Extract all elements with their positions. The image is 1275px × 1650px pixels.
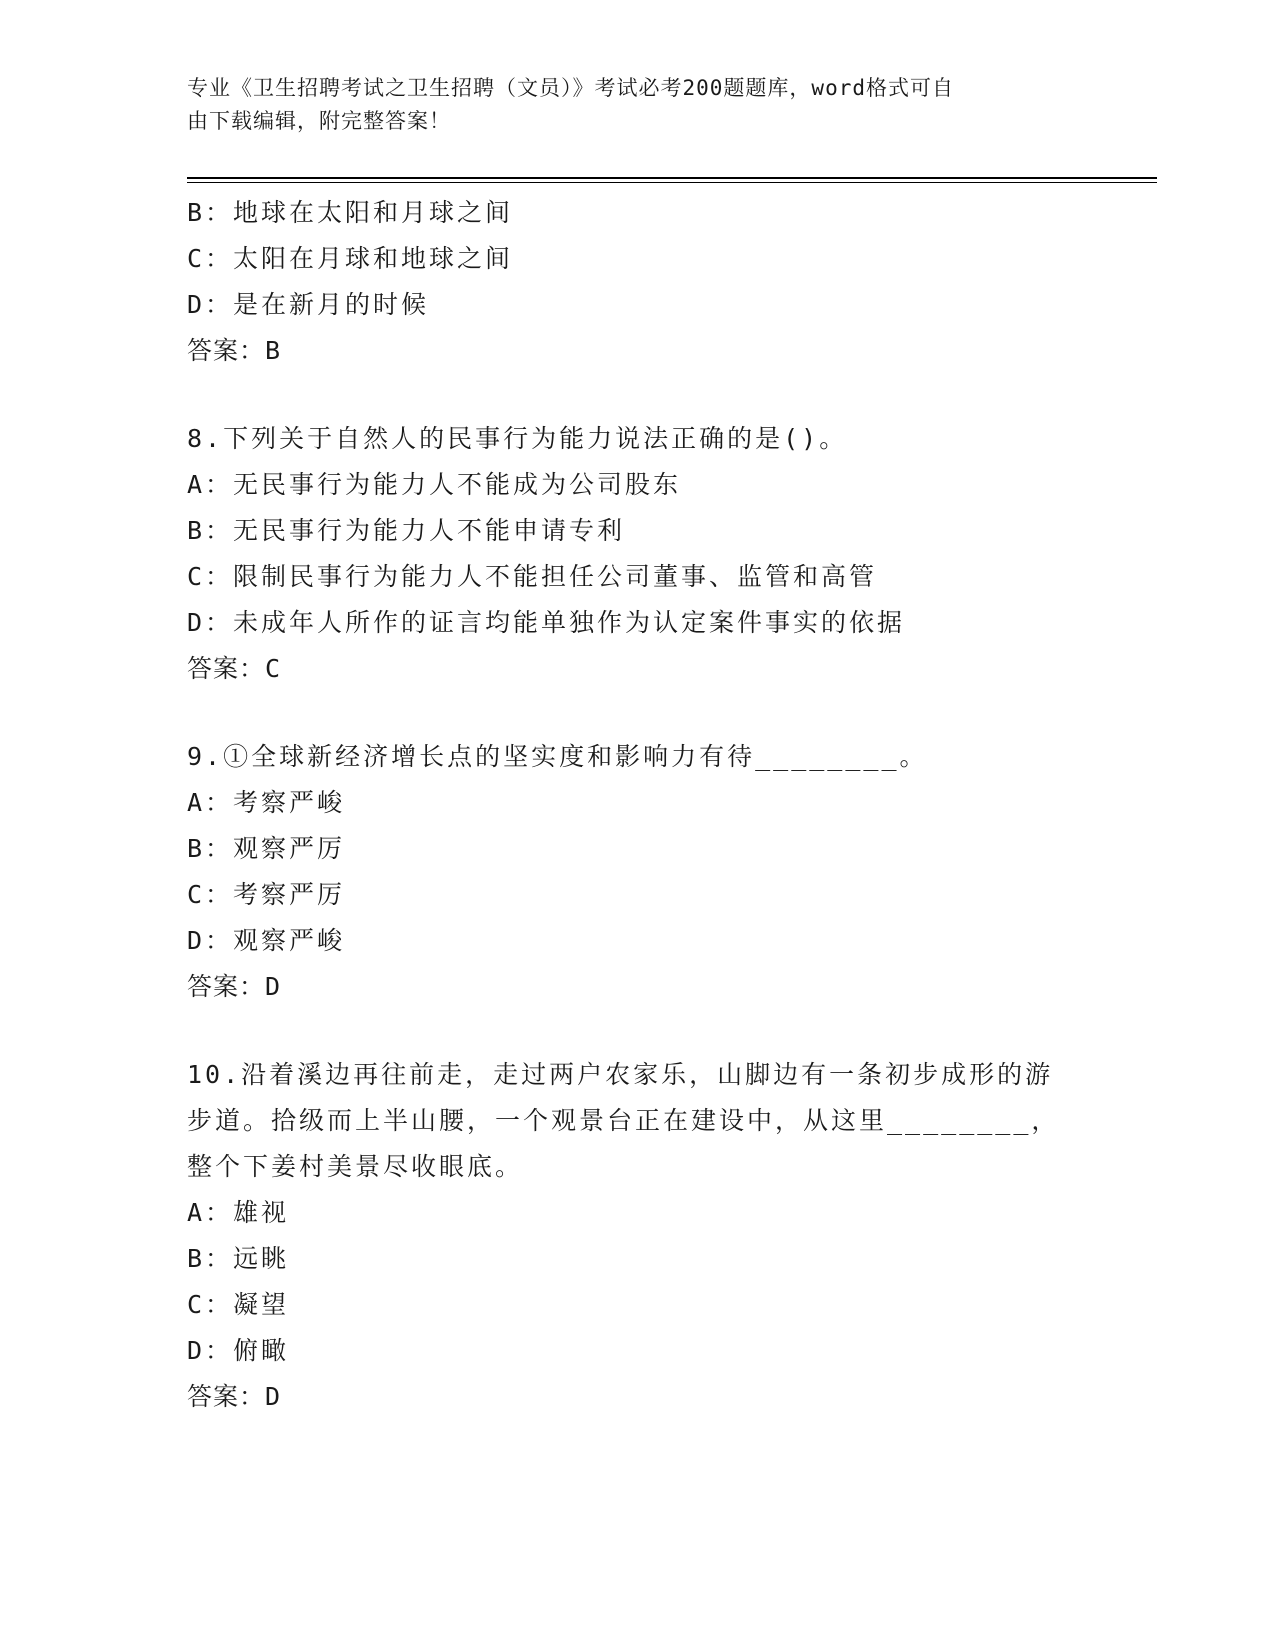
option-a: A：雄视 — [187, 1198, 290, 1227]
option-a: A：无民事行为能力人不能成为公司股东 — [187, 470, 682, 499]
answer-line — [187, 646, 1087, 692]
document-body — [187, 190, 1087, 1420]
question-stem-line-2: 步道。拾级而上半山腰，一个观景台正在建设中，从这里________， — [187, 1106, 1060, 1135]
question-block-10 — [187, 1052, 1087, 1420]
question-block-8 — [187, 416, 1087, 692]
option-b: B：地球在太阳和月球之间 — [187, 198, 514, 227]
option-d: D：未成年人所作的证言均能单独作为认定案件事实的依据 — [187, 608, 906, 637]
question-stem-line-1: 10.沿着溪边再往前走，走过两户农家乐，山脚边有一条初步成形的游 — [187, 1060, 1054, 1089]
document-header — [187, 72, 1087, 138]
answer-label: 答案： — [187, 1382, 266, 1411]
option-b: B：远眺 — [187, 1244, 290, 1273]
answer-value: D — [265, 972, 282, 1001]
option-c: C：限制民事行为能力人不能担任公司董事、监管和高管 — [187, 562, 878, 591]
question-block-9 — [187, 734, 1087, 1010]
answer-line — [187, 964, 1087, 1010]
option-a: A：考察严峻 — [187, 788, 346, 817]
option-d: D：是在新月的时候 — [187, 290, 430, 319]
answer-line — [187, 1374, 1087, 1420]
question-block-partial — [187, 190, 1087, 374]
spacer — [187, 692, 1087, 734]
option-c: C：太阳在月球和地球之间 — [187, 244, 514, 273]
header-divider-thin — [187, 182, 1157, 183]
answer-label: 答案： — [187, 654, 266, 683]
question-stem-line-3: 整个下姜村美景尽收眼底。 — [187, 1152, 524, 1181]
header-divider-thick — [187, 177, 1157, 179]
header-line-1: 专业《卫生招聘考试之卫生招聘（文员）》考试必考200题题库，word格式可自 — [187, 76, 954, 100]
option-d: D：俯瞰 — [187, 1336, 290, 1365]
option-d: D：观察严峻 — [187, 926, 346, 955]
option-c: C：凝望 — [187, 1290, 290, 1319]
spacer — [187, 374, 1087, 416]
answer-label: 答案： — [187, 336, 266, 365]
answer-line — [187, 328, 1087, 374]
answer-value: C — [265, 654, 282, 683]
answer-value: B — [265, 336, 282, 365]
answer-label: 答案： — [187, 972, 266, 1001]
option-b: B：观察严厉 — [187, 834, 346, 863]
answer-value: D — [265, 1382, 282, 1411]
option-b: B：无民事行为能力人不能申请专利 — [187, 516, 626, 545]
spacer — [187, 1010, 1087, 1052]
question-stem: 9.①全球新经济增长点的坚实度和影响力有待________。 — [187, 742, 928, 771]
option-c: C：考察严厉 — [187, 880, 346, 909]
header-line-2: 由下载编辑，附完整答案！ — [187, 109, 451, 133]
question-stem: 8.下列关于自然人的民事行为能力说法正确的是()。 — [187, 424, 848, 453]
